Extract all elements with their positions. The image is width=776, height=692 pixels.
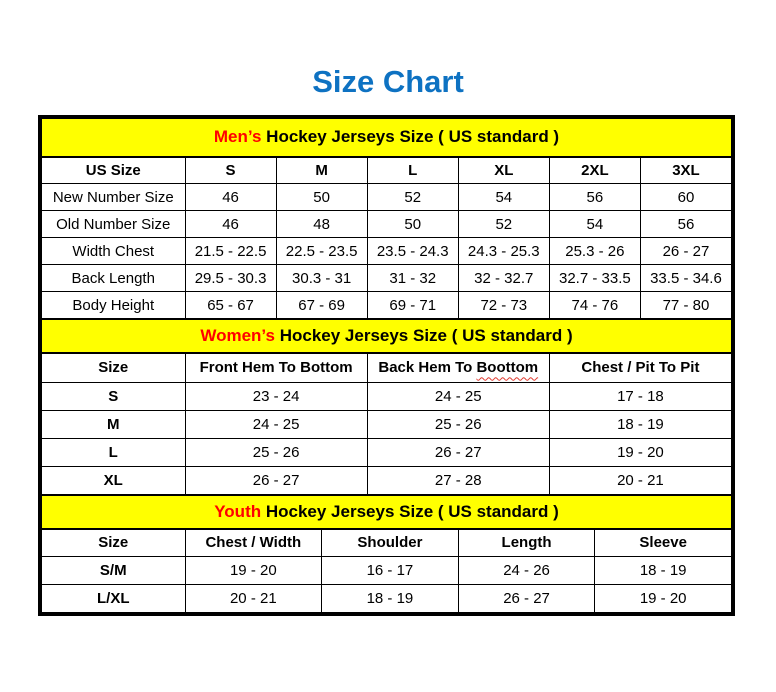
table-cell: 72 - 73: [458, 292, 549, 319]
mens-col-2xl: 2XL: [549, 157, 640, 184]
table-cell: 21.5 - 22.5: [185, 238, 276, 265]
table-cell: 24 - 25: [185, 411, 367, 439]
youth-banner-highlight: Youth: [214, 501, 262, 521]
table-cell: 60: [640, 184, 731, 211]
table-cell: 19 - 20: [549, 439, 731, 467]
table-cell: 20 - 21: [185, 585, 322, 613]
mens-banner-row: [42, 119, 732, 157]
youth-size-table: [41, 495, 732, 613]
table-row: [42, 211, 732, 238]
row-label: M: [42, 411, 186, 439]
table-row: [42, 184, 732, 211]
youth-col-chest-width: Chest / Width: [185, 529, 322, 557]
mens-banner-highlight: Men’s: [213, 127, 262, 147]
womens-header-row: [42, 353, 732, 383]
table-cell: 32.7 - 33.5: [549, 265, 640, 292]
table-cell: 31 - 32: [367, 265, 458, 292]
youth-banner-row: [42, 496, 732, 529]
table-cell: 25 - 26: [185, 439, 367, 467]
table-cell: 52: [458, 211, 549, 238]
table-cell: 67 - 69: [276, 292, 367, 319]
mens-banner: [42, 119, 732, 157]
table-cell: 23.5 - 24.3: [367, 238, 458, 265]
womens-size-table: [41, 319, 732, 495]
table-cell: 26 - 27: [640, 238, 731, 265]
table-row: [42, 467, 732, 495]
table-cell: 69 - 71: [367, 292, 458, 319]
table-cell: 50: [367, 211, 458, 238]
womens-col-size: Size: [42, 353, 186, 383]
row-label: S: [42, 383, 186, 411]
table-cell: 48: [276, 211, 367, 238]
table-cell: 46: [185, 211, 276, 238]
row-label: New Number Size: [42, 184, 186, 211]
table-row: [42, 265, 732, 292]
row-label: Back Length: [42, 265, 186, 292]
table-cell: 18 - 19: [595, 557, 732, 585]
table-row: [42, 585, 732, 613]
womens-col-back-hem: [367, 353, 549, 383]
table-row: [42, 557, 732, 585]
table-cell: 25 - 26: [367, 411, 549, 439]
table-row: [42, 411, 732, 439]
mens-col-us-size: US Size: [42, 157, 186, 184]
table-cell: 32 - 32.7: [458, 265, 549, 292]
youth-banner-text: Hockey Jerseys Size ( US standard ): [265, 501, 559, 521]
table-cell: 54: [549, 211, 640, 238]
youth-col-size: Size: [42, 529, 186, 557]
table-cell: 20 - 21: [549, 467, 731, 495]
mens-col-l: L: [367, 157, 458, 184]
table-cell: 19 - 20: [595, 585, 732, 613]
mens-size-table: [41, 118, 732, 319]
table-cell: 50: [276, 184, 367, 211]
youth-header-row: [42, 529, 732, 557]
youth-banner: [42, 496, 732, 529]
table-cell: 52: [367, 184, 458, 211]
row-label: Width Chest: [42, 238, 186, 265]
row-label: Old Number Size: [42, 211, 186, 238]
table-cell: 24.3 - 25.3: [458, 238, 549, 265]
page-title: Size Chart: [312, 64, 464, 99]
table-cell: 18 - 19: [322, 585, 459, 613]
table-cell: 27 - 28: [367, 467, 549, 495]
table-cell: 26 - 27: [458, 585, 595, 613]
mens-header-row: [42, 157, 732, 184]
table-cell: 74 - 76: [549, 292, 640, 319]
mens-col-m: M: [276, 157, 367, 184]
table-cell: 56: [549, 184, 640, 211]
table-cell: 54: [458, 184, 549, 211]
table-row: [42, 383, 732, 411]
table-cell: 29.5 - 30.3: [185, 265, 276, 292]
mens-col-s: S: [185, 157, 276, 184]
womens-banner: [42, 320, 732, 353]
table-cell: 56: [640, 211, 731, 238]
table-cell: 24 - 26: [458, 557, 595, 585]
row-label: S/M: [42, 557, 186, 585]
youth-col-shoulder: Shoulder: [322, 529, 459, 557]
row-label: L/XL: [42, 585, 186, 613]
table-cell: 24 - 25: [367, 383, 549, 411]
mens-col-3xl: 3XL: [640, 157, 731, 184]
womens-banner-text: Hockey Jerseys Size ( US standard ): [279, 325, 573, 345]
table-cell: 65 - 67: [185, 292, 276, 319]
size-chart: [38, 115, 735, 616]
womens-col-chest: Chest / Pit To Pit: [549, 353, 731, 383]
table-cell: 33.5 - 34.6: [640, 265, 731, 292]
table-cell: 30.3 - 31: [276, 265, 367, 292]
back-hem-misspelled-word: Boottom: [476, 359, 539, 377]
womens-banner-row: [42, 320, 732, 353]
back-hem-prefix: Back Hem To: [378, 359, 473, 377]
womens-banner-highlight: Women’s: [200, 325, 275, 345]
youth-col-length: Length: [458, 529, 595, 557]
table-cell: 25.3 - 26: [549, 238, 640, 265]
table-cell: 19 - 20: [185, 557, 322, 585]
table-cell: 26 - 27: [185, 467, 367, 495]
table-row: [42, 439, 732, 467]
table-row: [42, 292, 732, 319]
table-cell: 46: [185, 184, 276, 211]
youth-col-sleeve: Sleeve: [595, 529, 732, 557]
womens-col-front-hem: Front Hem To Bottom: [185, 353, 367, 383]
mens-col-xl: XL: [458, 157, 549, 184]
row-label: XL: [42, 467, 186, 495]
mens-banner-text: Hockey Jerseys Size ( US standard ): [266, 127, 560, 147]
table-cell: 23 - 24: [185, 383, 367, 411]
table-cell: 18 - 19: [549, 411, 731, 439]
table-cell: 16 - 17: [322, 557, 459, 585]
row-label: L: [42, 439, 186, 467]
row-label: Body Height: [42, 292, 186, 319]
table-cell: 22.5 - 23.5: [276, 238, 367, 265]
table-row: [42, 238, 732, 265]
table-cell: 77 - 80: [640, 292, 731, 319]
table-cell: 26 - 27: [367, 439, 549, 467]
table-cell: 17 - 18: [549, 383, 731, 411]
